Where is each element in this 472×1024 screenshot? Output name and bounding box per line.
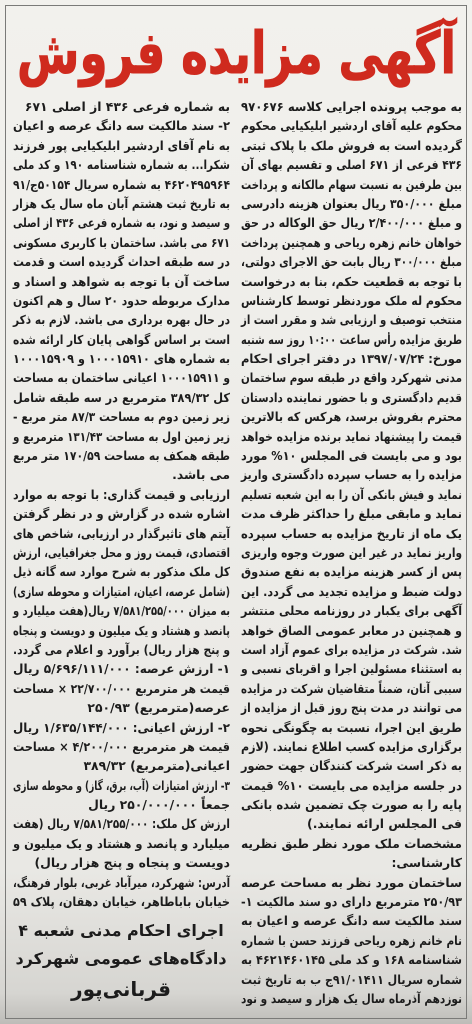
right-column-line: طریق مزایده رأس ساعت ۱۰:۰۰ روز سه شنبه (241, 331, 462, 347)
left-column-line: آیتم های تاثیرگذار در ارزیابی، شاخص های (12, 525, 231, 541)
right-column-line: با توجه به قطعیت حکم، بنا به درخواست (241, 273, 462, 289)
right-column-line: خواهان خانم زهره ریاحی و همچنین پرداخت (241, 234, 462, 250)
left-column-line: اقتصادی، قیمت روز و محل جغرافیایی، ارزش (12, 544, 230, 560)
right-column-line: برگزاری مزایده کسب اطلاع نمایند. (لازم (240, 738, 462, 754)
right-column-line: پایه را به صورت چک تضمین شده بانکی (240, 797, 462, 813)
right-column-line: و مبلغ ۲/۴۰۰/۰۰۰ ریال حق الوکاله در حق (240, 215, 462, 231)
right-column-line: سببی آنان، ضمناً متقاضیان شرکت در مزایده (241, 680, 462, 696)
right-column-line: قدیم دادگستری و با حضور نماینده دادستان (241, 389, 462, 405)
right-column-line: می توانند در مدت پنج روز قبل از مزایده از (240, 700, 462, 716)
left-column-line: ۲- ارزش اعیانی: ۱/۶۳۵/۱۴۴/۰۰۰ ریال (12, 719, 230, 735)
right-column-line: به ذکر است شرکت کنندگان جهت حضور (241, 758, 462, 774)
right-column-line: گردیده است به فروش ملک با پلاک ثبتی (241, 137, 462, 153)
right-column-line: شماره سریال ۹۱/۰۱۴۱۱ج ب به تاریخ ثبت (240, 971, 462, 987)
left-column-line: به شماره فرعی ۴۳۶ از اصلی ۶۷۱ (24, 99, 230, 114)
right-column-line: مبلغ ۳۵۰/۰۰۰ ریال بعنوان هزینه دادرسی (240, 195, 462, 211)
left-column-line: جمعاً ۲۵۰/۰۰۰/۰۰۰ ریال (88, 797, 230, 813)
right-column-line: واریز نماید در غیر این صورت وجوه واریزی (240, 544, 462, 560)
left-column-line: (شامل عرصه، اعیان، امتیازات و محوطه سازی) (12, 583, 230, 599)
right-column-line: نماید و فیش بانکی آن را به این شعبه تسلیم (241, 486, 462, 502)
right-column-line: محکوم له ملک موردنظر توسط کارشناس (241, 292, 462, 308)
right-column-line: و همچنین در معابر عمومی الصاق خواهد (241, 622, 462, 638)
right-column-line: منتخب توصیف و ارزیابی شد و مقرر است از (240, 312, 462, 328)
left-column-line: عرصه(مترمربع) ۲۵۰/۹۳ (87, 700, 230, 716)
left-column-line: کل ملک مذکور به شرح موارد سه گانه ذیل (12, 564, 230, 580)
right-column-line: محکوم علیه آقای اردشیر ابلیکیایی محکوم (240, 118, 462, 134)
right-column-line: دولت ضبط و مزایده تجدید می گردد. این (240, 583, 462, 599)
right-column-line: قیمت را پیشنهاد نماید برنده مزایده خواهد (241, 428, 462, 444)
right-column-line: طریق این اجرا، نسبت به چگونگی نحوه (241, 719, 462, 735)
right-column-line: به استثناء مسئولین اجرا و اقربای نسبی و (241, 661, 462, 677)
signature-court: دادگاه‌های عمومی شهرکرد (15, 949, 227, 969)
left-column-line: ارزش کل ملک: ۷/۵۸۱/۲۵۵/۰۰۰ ریال (هفت (13, 816, 230, 832)
left-column-line: به تاریخ ثبت هشتم آبان ماه سال یک هزار (13, 195, 231, 211)
left-column-line: ارزیابی و قیمت گذاری: با توجه به موارد (13, 486, 230, 502)
right-column-line: شناسنامه ۱۶۸ و کد ملی ۴۶۲۱۴۶۰۱۴۵ به (241, 952, 462, 968)
signature-office: اجرای احکام مدنی شعبه ۴ (18, 921, 224, 941)
right-column-line: نام خانم زهره ریاحی فرزند حسن با شماره (240, 932, 462, 948)
left-column-line: در حال بهره برداری می باشد. لازم به ذکر (13, 312, 231, 328)
right-column-line: بین طرفین به نسبت سهام مالکانه و پرداخت (240, 176, 462, 192)
right-column-line: ۴۳۶ فرعی از ۶۷۱ اصلی و تقسیم بهای آن (240, 157, 462, 173)
right-column-line: مبلغ ۳۰۰/۰۰۰ ریال بابت حق الاجرای دولتی، (241, 254, 462, 270)
signature-block (12, 917, 230, 1005)
left-column-line: مدارک مربوطه حدود ۲۰ سال و هم اکنون (13, 292, 230, 308)
right-column-line: ساختمان مورد نظر به مساحت عرصه (241, 874, 462, 890)
right-column-line: نماید و مابقی مبلغ را حداکثر ظرف مدت (240, 506, 462, 522)
left-column-line: ۱- ارزش عرصه: ۵/۶۹۶/۱۱۱/۰۰۰ ریال (13, 661, 230, 677)
left-column (12, 97, 230, 1005)
right-column-line: مشخصات ملک مورد نظر طبق نظریه (240, 835, 462, 851)
left-column-line: به شماره های ۱۰۰۰۱۵۹۱۰ و ۱۰۰۰۱۵۹۰۹ (12, 351, 230, 367)
left-column-line: ۶۷۱ می باشد. ساختمان با کاربری مسکونی (13, 234, 230, 250)
right-column-line: یک ماه از تاریخ مزایده به حساب سپرده (241, 525, 462, 541)
left-column-line: قیمت هر مترمربع ۴/۲۰۰/۰۰۰ × مساحت (13, 738, 230, 754)
left-column-line: و سیصد و نود، به شماره فرعی ۴۳۶ از اصلی (12, 215, 230, 231)
right-column-line: شد. شرکت در مزایده برای عموم آزاد است (240, 641, 462, 657)
left-column-line: و پنج هزار ریال) برآورد و اعلام می گردد. (12, 641, 230, 657)
left-column-line: اشاره شده در گزارش و در نظر گرفتن (12, 506, 231, 522)
left-column-line: دویست و پنجاه و پنج هزار ریال) (34, 855, 230, 871)
right-column-line: مدنی شهرکرد واقع در طبقه سوم ساختمان (240, 370, 462, 386)
left-column-line: و ۱۰۰۰۱۵۹۱۱ اعیانی ساختمان به مساحت (12, 370, 230, 386)
left-column-line: زیر زمین دوم به مساحت ۸۷/۳ متر مربع - (13, 409, 230, 425)
left-column-line: طبقه همکف به مساحت ۱۷۰/۵۹ متر مربع (13, 448, 230, 464)
right-column-line: آگهی برای یکبار در روزنامه محلی منتشر (240, 603, 462, 619)
right-column-line: بود و می بایست فی المجلس ۱۰% مورد (240, 448, 462, 464)
left-column-line: زیر زمین اول به مساحت ۱۳۱/۴۳ مترمربع و (13, 428, 230, 444)
right-column-line: به موجب پرونده اجرایی کلاسه ۹۷۰۶۷۶ (240, 99, 462, 114)
right-column-line: فی المجلس ارائه نمایند.) (307, 816, 462, 832)
left-column-line: خیابان باباطاهر، خیابان دهقان، پلاک ۵۹ (13, 894, 230, 910)
left-column-line: ۲- سند مالکیت سه دانگ عرصه و اعیان (12, 118, 230, 134)
right-column (240, 97, 462, 1008)
left-column-line: میلیارد و پانصد و هشتاد و یک میلیون و (12, 835, 230, 851)
left-column-line: در سه طبقه احداث گردیده است و قدمت (12, 254, 230, 270)
right-column-line: نوزدهم آذرماه سال یک هزار و سیصد و نود (240, 990, 462, 1006)
left-column-line: پانصد و هشتاد و یک میلیون و دویست و پنجاه (13, 622, 230, 638)
left-column-line: ساخت آن با توجه به شواهد و اسناد و (12, 273, 230, 289)
left-column-line: به نام آقای اردشیر ابلیکیایی پور فرزند (13, 137, 231, 153)
left-column-line: شکرا... به شماره شناسنامه ۱۹۰ و کد ملی (12, 157, 230, 173)
right-column-line: ۲۵۰/۹۳ مترمربع دارای دو سند مالکیت ۱- (241, 894, 462, 910)
right-column-line: سند مالکیت سه دانگ عرصه و اعیان به (240, 913, 462, 929)
right-column-line: در جلسه مزایده می بایست ۱۰% قیمت (241, 777, 462, 793)
signature-name: قربانی‌پور (71, 977, 171, 1002)
left-column-line: اعیانی(مترمربع) ۳۸۹/۳۲ (83, 758, 230, 774)
left-column-line: ۴۶۲۰۴۹۵۹۶۴ به شماره سریال ۵۰۱۵۴ج/۹۱ (12, 176, 230, 192)
left-column-line: می باشد. (172, 467, 230, 483)
left-column-line: است بر اساس گواهی پایان کار ارائه شده (13, 331, 231, 347)
notice-title: آگهی مزایده فروش (17, 19, 456, 87)
right-column-line: محترم بفروش برسد، هرکس که بالاترین (241, 409, 462, 425)
left-column-line: کل ۳۸۹/۳۲ مترمربع در سه طبقه شامل (12, 389, 230, 405)
left-column-line: آدرس: شهرکرد، میرآباد غربی، بلوار فرهنگ، (13, 874, 230, 890)
right-column-line: مزایده را به حساب سپرده دادگستری واریز (240, 467, 462, 483)
left-column-line: به میزان ۷/۵۸۱/۲۵۵/۰۰۰ ریال(هفت میلیارد و (13, 603, 230, 619)
right-column-line: پس از کسر هزینه مزایده به نفع صندوق (240, 564, 462, 580)
right-column-line: مورخ: ۱۳۹۷/۰۷/۲۴ در دفتر اجرای احکام (241, 351, 462, 367)
right-column-line: کارشناسی: (391, 855, 462, 871)
left-column-line: قیمت هر مترمربع ۲۲/۷۰۰/۰۰۰ × مساحت (12, 680, 230, 696)
left-column-line: ۳- ارزش امتیازات (آب، برق، گاز) و محوطه سازی (12, 777, 230, 793)
